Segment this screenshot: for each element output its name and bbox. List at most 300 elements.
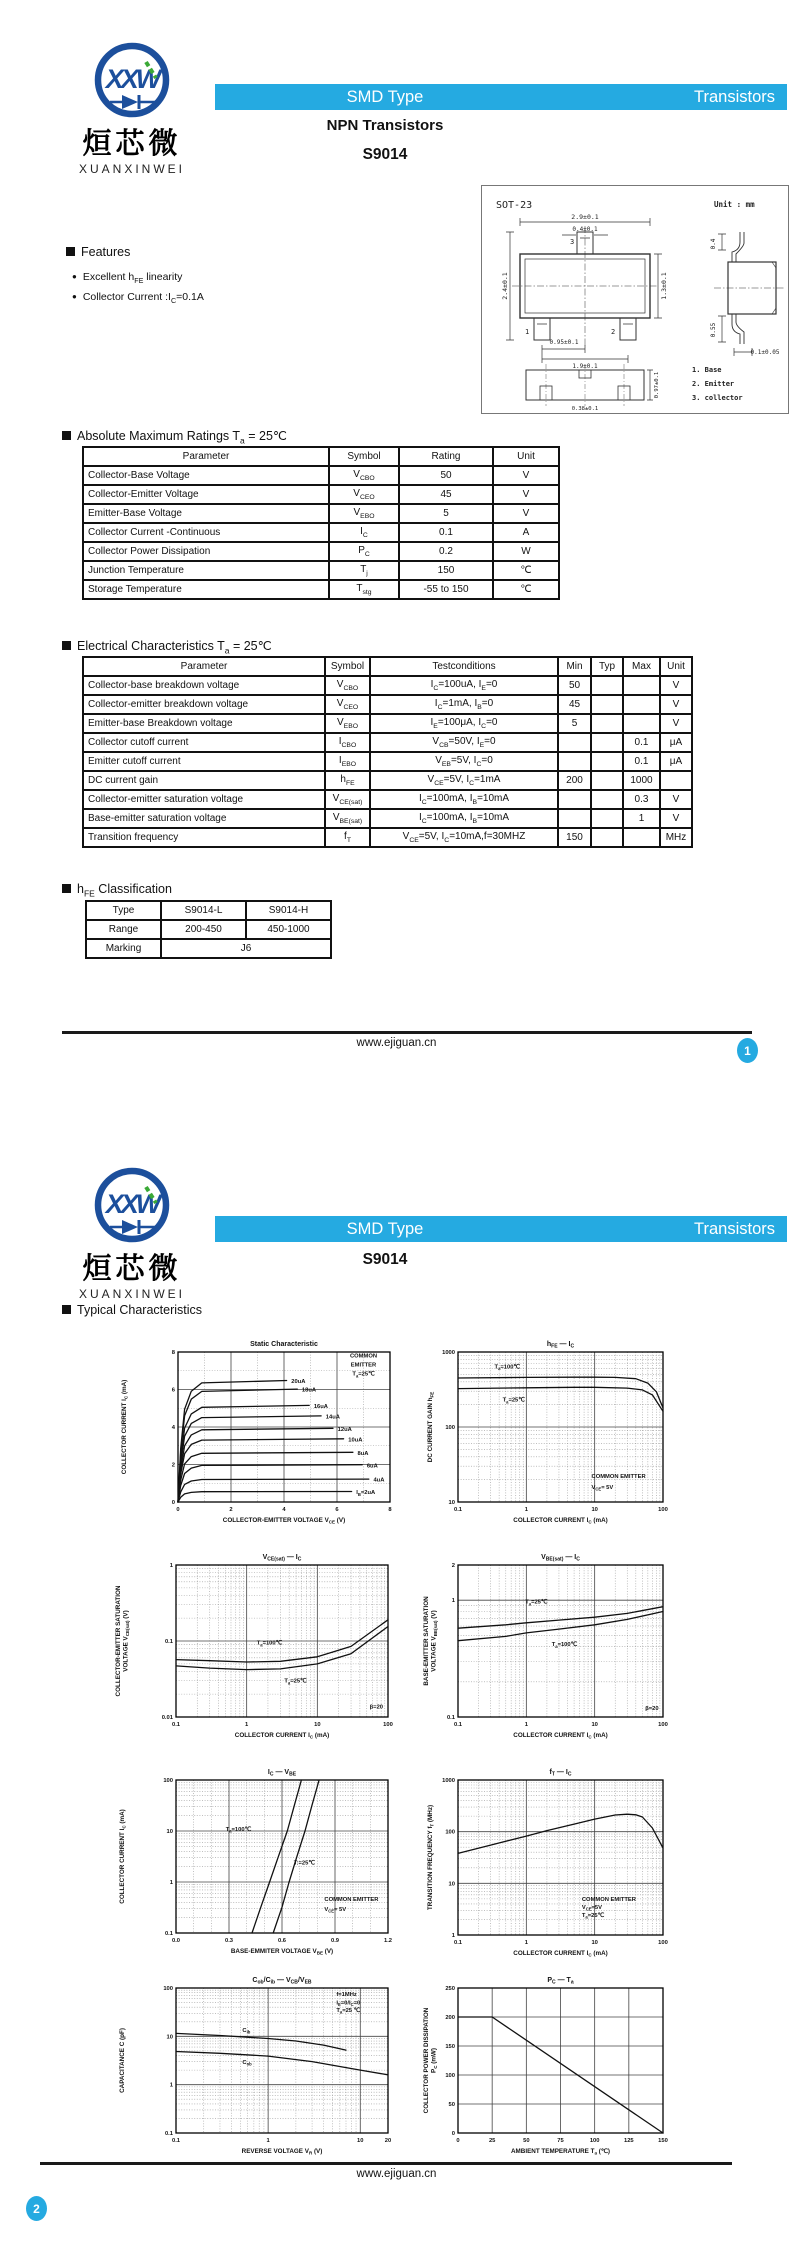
- svg-text:14uA: 14uA: [325, 1414, 340, 1421]
- square-bullet-icon: [62, 431, 71, 440]
- svg-text:VOLTAGE VBE(sat) (V): VOLTAGE $V_{BE(sat)}$ (V): [430, 1610, 439, 1672]
- svg-text:20: 20: [384, 2138, 392, 2144]
- table-cell: V: [660, 790, 692, 809]
- svg-text:10: 10: [166, 1829, 173, 1835]
- brand-logo: [62, 1163, 202, 1301]
- svg-text:125: 125: [623, 2138, 634, 2144]
- table-cell: A: [493, 523, 559, 542]
- table-cell: $V_{CE}=5V$, $I_C=10mA,f=30MHZ$: [370, 828, 558, 847]
- svg-text:6: 6: [335, 1507, 339, 1513]
- pin-3-label: 3: [570, 238, 575, 246]
- series-line: [458, 1607, 663, 1629]
- svg-text:18uA: 18uA: [301, 1387, 317, 1394]
- table-cell: [558, 790, 591, 809]
- svg-text:Ta=25℃: $T_a=25℃$: [525, 1599, 548, 1607]
- footer-url[interactable]: www.ejiguan.cn: [356, 1037, 437, 1049]
- svg-text:0: 0: [451, 2131, 455, 2137]
- package-drawing-svg: [482, 186, 788, 413]
- svg-text:10: 10: [357, 2138, 364, 2144]
- table-cell: Collector cutoff current: [83, 733, 325, 752]
- svg-text:100: 100: [163, 1778, 173, 1784]
- abs-max-title: Absolute Maximum Ratings $T_a$ = 25℃: [62, 428, 287, 446]
- dim-pin-w: 0.4±0.1: [572, 226, 598, 233]
- chart-vbesat_ic: [420, 1547, 730, 1757]
- table-cell: $V_{CBO}$: [329, 466, 399, 485]
- svg-text:TRANSITION FREQUENCY fT (M: TRANSITION FREQUENCY $f_T$ (MHz): [427, 1804, 435, 1911]
- chart-cap_vr: [110, 1970, 420, 2180]
- table-cell: MHz: [660, 828, 692, 847]
- svg-text:AMBIENT TEMPERATURE Ta (℃): AMBIENT TEMPERATURE $T_a$ (℃): [510, 2148, 611, 2156]
- svg-text:100: 100: [589, 2138, 600, 2144]
- brand-logo-icon: [62, 1163, 202, 1247]
- svg-text:0: 0: [171, 1500, 175, 1506]
- dim-pitch: 0.95±0.1: [549, 339, 579, 346]
- table-header-cell: Testconditions: [370, 657, 558, 676]
- svg-text:250: 250: [445, 1986, 455, 1992]
- svg-text:10: 10: [591, 1507, 598, 1513]
- svg-text:Ta=25℃: $T_a=25℃$: [284, 1678, 307, 1686]
- table-cell: $V_{CE(sat)}$: [325, 790, 370, 809]
- table-cell: Collector-emitter breakdown voltage: [83, 695, 325, 714]
- svg-text:COMMON: COMMON: [349, 1353, 378, 1360]
- series-line: [178, 1381, 287, 1503]
- svg-text:COMMON EMITTER: COMMON EMITTER: [324, 1897, 379, 1904]
- footer-url[interactable]: www.ejiguan.cn: [356, 2168, 437, 2180]
- table-cell: [591, 809, 623, 828]
- svg-text:4uA: 4uA: [373, 1477, 385, 1484]
- svg-text:Ta=100℃: $T_a=100℃$: [494, 1364, 520, 1372]
- svg-text:10: 10: [591, 1940, 598, 1946]
- table-header-cell: Parameter: [83, 657, 325, 676]
- table-header-cell: Symbol: [325, 657, 370, 676]
- table-header-cell: Unit: [660, 657, 692, 676]
- table-cell: $h_{FE}$: [325, 771, 370, 790]
- data-table: [82, 656, 693, 848]
- footer-rule: [62, 1031, 752, 1034]
- table-cell: 45: [399, 485, 493, 504]
- svg-text:COLLECTOR CURRENT IC (mA): COLLECTOR CURRENT $I_C$ (mA): [119, 1809, 127, 1904]
- svg-text:1: 1: [169, 1880, 173, 1886]
- square-bullet-icon: [62, 884, 71, 893]
- table-cell: [591, 828, 623, 847]
- svg-text:0.1: 0.1: [164, 2131, 173, 2137]
- header-transistors: Transistors: [694, 1220, 775, 1238]
- part-number: S9014: [362, 1251, 408, 1268]
- table-header-cell: Symbol: [329, 447, 399, 466]
- svg-text:6uA: 6uA: [366, 1463, 378, 1470]
- svg-text:COLLECTOR POWER DISSIPATION: COLLECTOR POWER DISSIPATION: [423, 2007, 430, 2114]
- svg-text:2: 2: [229, 1507, 233, 1513]
- table-cell: 1: [623, 809, 660, 828]
- svg-text:Ta=100℃: $T_a=100℃$: [256, 1640, 283, 1648]
- table-cell: $V_{CEO}$: [325, 695, 370, 714]
- svg-text:10: 10: [314, 1722, 321, 1728]
- table-cell: Marking: [86, 939, 161, 958]
- table-cell: μA: [660, 733, 692, 752]
- table-cell: $I_{EBO}$: [325, 752, 370, 771]
- svg-text:IB=2uA: $I_B=2uA$: [356, 1490, 376, 1497]
- dim-body-w: 2.9±0.1: [571, 213, 599, 221]
- svg-text:75: 75: [557, 2138, 564, 2144]
- svg-text:Ta=25℃: $T_a=25℃$: [581, 1912, 605, 1920]
- dim-lead-t: 0.1±0.05: [750, 349, 780, 356]
- chart-ic_vbe: [110, 1762, 420, 1972]
- dot-bullet-icon: ●: [72, 292, 77, 301]
- table-cell: S9014-H: [246, 901, 331, 920]
- data-table: [85, 900, 332, 959]
- svg-text:1: 1: [169, 1563, 173, 1569]
- table-cell: 0.1: [623, 733, 660, 752]
- series-line: [176, 1627, 388, 1670]
- svg-text:8: 8: [388, 1507, 392, 1513]
- feature-item: ● Collector Current $:I_C=0.1A$: [72, 291, 204, 306]
- table-cell: $V_{CE}=5V$, $I_C=1mA$: [370, 771, 558, 790]
- brand-name-en: XUANXINWEI: [78, 1287, 185, 1301]
- table-cell: W: [493, 542, 559, 561]
- svg-text:1: 1: [169, 2082, 173, 2089]
- svg-text:0: 0: [176, 1507, 180, 1513]
- table-cell: Collector-emitter saturation voltage: [83, 790, 325, 809]
- series-line: [178, 1492, 352, 1503]
- table-cell: $I_C=100mA$, $I_B=10mA$: [370, 790, 558, 809]
- svg-text:COLLECTOR-EMITTER VOLTAGE VC: COLLECTOR-EMITTER VOLTAGE $V_{CE}$ (V): [222, 1517, 346, 1525]
- svg-text:150: 150: [658, 2138, 668, 2144]
- table-cell: $V_{EBO}$: [325, 714, 370, 733]
- svg-text:10: 10: [591, 1722, 598, 1728]
- table-cell: 0.1: [399, 523, 493, 542]
- series-line: [458, 1387, 663, 1411]
- svg-text:100: 100: [163, 1986, 173, 1992]
- table-cell: V: [493, 504, 559, 523]
- doc-subtitle: NPN Transistors: [326, 117, 444, 134]
- table-cell: 0.3: [623, 790, 660, 809]
- svg-text:10: 10: [166, 2034, 173, 2041]
- svg-text:100: 100: [445, 2073, 455, 2079]
- table-cell: [623, 695, 660, 714]
- table-cell: Collector-Base Voltage: [83, 466, 329, 485]
- table-cell: $T_{stg}$: [329, 580, 399, 599]
- dim-body-h: 2.4±0.1: [501, 272, 509, 300]
- dim-inner-h: 1.3±0.1: [660, 272, 668, 300]
- chart-pc_ta: [420, 1970, 730, 2180]
- svg-text:f=1MHz: f=1MHz: [336, 1992, 357, 1999]
- table-cell: 150: [399, 561, 493, 580]
- chart-hfe_ic: [420, 1332, 730, 1542]
- svg-text:VCE(sat) — IC: $V_{CE(sat)}$ — $I_C$: [262, 1554, 302, 1563]
- typical-characteristics-title: Typical Characteristics: [62, 1303, 202, 1317]
- header-bar: [215, 84, 787, 110]
- pin-2-label: 2: [611, 328, 616, 336]
- table-cell: 50: [558, 676, 591, 695]
- page-number-badge: 2: [26, 2196, 47, 2221]
- svg-text:0.1: 0.1: [171, 2138, 181, 2144]
- svg-text:100: 100: [445, 1829, 455, 1836]
- table-cell: $V_{BE(sat)}$: [325, 809, 370, 828]
- svg-text:Ta=100℃: $T_a=100℃$: [551, 1642, 578, 1649]
- svg-text:1: 1: [451, 1933, 455, 1939]
- dim-lead-top: 0.4: [710, 238, 717, 250]
- svg-text:0.1: 0.1: [164, 1931, 173, 1937]
- feature-item: ● Excellent $h_{FE}$ linearity: [72, 271, 183, 286]
- table-cell: V: [660, 714, 692, 733]
- table-cell: 5: [399, 504, 493, 523]
- legend-base: 1. Base: [692, 366, 722, 374]
- table-cell: [591, 714, 623, 733]
- svg-text:8: 8: [171, 1350, 175, 1356]
- page-number-badge: 1: [737, 1038, 758, 1063]
- svg-text:10uA: 10uA: [348, 1437, 363, 1444]
- table-cell: V: [493, 485, 559, 504]
- svg-text:0.0: 0.0: [171, 1938, 181, 1944]
- svg-text:CAPACITANCE C (pF): CAPACITANCE C (pF): [119, 2028, 126, 2093]
- svg-text:0.1: 0.1: [164, 1639, 173, 1645]
- svg-text:COLLECTOR CURRENT IC (mA): COLLECTOR CURRENT $I_C$ (mA): [121, 1379, 129, 1475]
- table-cell: ℃: [493, 561, 559, 580]
- svg-text:XXW: XXW: [105, 1189, 159, 1219]
- table-cell: Emitter-base Breakdown voltage: [83, 714, 325, 733]
- table-cell: Base-emitter saturation voltage: [83, 809, 325, 828]
- table-cell: $V_{CBO}$: [325, 676, 370, 695]
- svg-text:Ta=25 ℃: $T_a=25$ ℃: [336, 2007, 361, 2015]
- series-line: [178, 1439, 344, 1502]
- table-cell: [558, 752, 591, 771]
- svg-text:4: 4: [171, 1425, 175, 1431]
- svg-text:COMMON EMITTER: COMMON EMITTER: [581, 1896, 636, 1903]
- table-cell: [623, 676, 660, 695]
- dim-pad: 0.38±0.1: [571, 406, 599, 412]
- svg-text:VCE= 5V: $V_{CE}= 5V$: [324, 1907, 347, 1914]
- table-cell: Emitter-Base Voltage: [83, 504, 329, 523]
- table-cell: [558, 809, 591, 828]
- svg-text:COMMON EMITTER: COMMON EMITTER: [591, 1473, 646, 1480]
- svg-text:10: 10: [448, 1881, 455, 1888]
- svg-text:IE=0/IC=0: $I_E=0/I_C=0$: [336, 2000, 361, 2007]
- series-line: [252, 1780, 301, 1933]
- table-cell: Range: [86, 920, 161, 939]
- svg-text:16uA: 16uA: [313, 1404, 329, 1410]
- table-cell: $I_C=1mA$, $I_B=0$: [370, 695, 558, 714]
- legend-emitter: 2. Emitter: [692, 380, 735, 388]
- table-cell: [591, 771, 623, 790]
- svg-text:COLLECTOR CURRENT IC (mA): COLLECTOR CURRENT $I_C$ (mA): [513, 1517, 608, 1525]
- svg-text:12uA: 12uA: [337, 1426, 352, 1433]
- svg-text:100: 100: [658, 1507, 668, 1513]
- table-cell: V: [660, 676, 692, 695]
- svg-text:0.3: 0.3: [224, 1938, 234, 1944]
- svg-text:2: 2: [171, 1462, 175, 1469]
- svg-text:hFE — IC: $h_{FE}$ — $I_C$: [546, 1341, 575, 1350]
- table-cell: $V_{EB}=5V$, $I_C=0$: [370, 752, 558, 771]
- table-cell: $I_C=100uA$, $I_E=0$: [370, 676, 558, 695]
- svg-text:1: 1: [266, 2138, 270, 2144]
- brand-logo-icon: [62, 38, 202, 122]
- svg-text:4: 4: [282, 1507, 286, 1513]
- table-cell: 0.1: [623, 752, 660, 771]
- table-cell: Collector-base breakdown voltage: [83, 676, 325, 695]
- table-cell: [623, 714, 660, 733]
- table-cell: [591, 695, 623, 714]
- svg-text:DC CURRENT GAIN hFE: DC CURRENT GAIN $h_{FE}$: [427, 1391, 435, 1463]
- svg-text:REVERSE VOLTAGE VR (V): REVERSE VOLTAGE $V_R$ (V): [241, 2148, 323, 2156]
- svg-text:0.1: 0.1: [446, 1715, 455, 1721]
- svg-text:0.9: 0.9: [330, 1938, 340, 1944]
- table-cell: V: [660, 695, 692, 714]
- table-cell: [591, 676, 623, 695]
- table-cell: S9014-L: [161, 901, 246, 920]
- svg-text:COLLECTOR CURRENT IC (mA): COLLECTOR CURRENT $I_C$ (mA): [513, 1732, 608, 1740]
- table-cell: $I_{CBO}$: [325, 733, 370, 752]
- dim-lead-h: 0.55: [710, 322, 717, 338]
- square-bullet-icon: [62, 1305, 71, 1314]
- table-cell: $V_{CEO}$: [329, 485, 399, 504]
- svg-text:VOLTAGE VCE(sat) (V): VOLTAGE $V_{CE(sat)}$ (V): [122, 1610, 131, 1672]
- table-header-cell: Parameter: [83, 447, 329, 466]
- brand-logo: [62, 38, 202, 176]
- table-cell: Junction Temperature: [83, 561, 329, 580]
- table-cell: Collector Power Dissipation: [83, 542, 329, 561]
- svg-text:VCE= 5V: $V_{CE}= 5V$: [591, 1484, 614, 1492]
- svg-text:β=20: β=20: [369, 1704, 384, 1711]
- table-cell: V: [493, 466, 559, 485]
- dim-span: 1.9±0.1: [572, 363, 598, 370]
- elec-table: [82, 656, 693, 848]
- svg-text:100: 100: [658, 1940, 668, 1946]
- table-cell: Collector-Emitter Voltage: [83, 485, 329, 504]
- svg-text:1: 1: [245, 1722, 249, 1728]
- table-cell: Transition frequency: [83, 828, 325, 847]
- brand-name-en: XUANXINWEI: [78, 162, 185, 176]
- brand-name-cn: 烜芯微: [82, 128, 182, 160]
- svg-text:50: 50: [523, 2138, 530, 2144]
- header-bar: [215, 1216, 787, 1242]
- svg-text:Ta=25℃: $T_a=25℃$: [502, 1397, 525, 1405]
- series-line: [273, 1780, 319, 1933]
- svg-text:10: 10: [448, 1500, 455, 1506]
- svg-text:Cib: $C_{ib}$: [242, 2028, 251, 2035]
- pin-1-label: 1: [525, 328, 530, 336]
- table-cell: $I_C=100mA$, $I_B=10mA$: [370, 809, 558, 828]
- svg-text:Cob/Cib — VCB/VEB: $C_{ob}/C_{ib}$ — $V_{CB}/V_{EB}$: [252, 1977, 312, 1986]
- hfe-class-table: [85, 900, 332, 959]
- svg-text:1: 1: [524, 1722, 528, 1728]
- svg-text:0.1: 0.1: [453, 1940, 463, 1946]
- chart-ft_ic: [420, 1762, 730, 1972]
- table-cell: $P_C$: [329, 542, 399, 561]
- table-cell: μA: [660, 752, 692, 771]
- table-cell: 200-450: [161, 920, 246, 939]
- svg-text:1: 1: [524, 1940, 528, 1946]
- table-cell: 0.2: [399, 542, 493, 561]
- svg-text:0.1: 0.1: [453, 1507, 463, 1513]
- features-title: Features: [66, 245, 130, 259]
- package-drawing: [481, 185, 789, 414]
- table-cell: $f_T$: [325, 828, 370, 847]
- svg-text:COLLECTOR-EMITTER SATURATION: COLLECTOR-EMITTER SATURATION: [115, 1585, 122, 1697]
- table-cell: Emitter cutoff current: [83, 752, 325, 771]
- svg-text:EMITTER: EMITTER: [350, 1362, 377, 1369]
- svg-text:fT — IC: $f_T$ — $I_C$: [549, 1769, 572, 1778]
- legend-collector: 3. collector: [692, 394, 743, 402]
- table-cell: -55 to 150: [399, 580, 493, 599]
- table-cell: 450-1000: [246, 920, 331, 939]
- table-cell: [623, 828, 660, 847]
- table-cell: 50: [399, 466, 493, 485]
- table-cell: 45: [558, 695, 591, 714]
- table-cell: [591, 733, 623, 752]
- svg-text:1: 1: [451, 1598, 455, 1605]
- svg-text:8uA: 8uA: [357, 1450, 369, 1457]
- dim-bottom-h: 0.97±0.1: [654, 371, 660, 399]
- series-line: [176, 2033, 346, 2050]
- svg-text:T:=25℃: T:=25℃: [293, 1860, 315, 1867]
- table-cell: 150: [558, 828, 591, 847]
- table-cell: $T_j$: [329, 561, 399, 580]
- table-cell: $V_{EBO}$: [329, 504, 399, 523]
- svg-text:0.01: 0.01: [161, 1715, 173, 1721]
- svg-text:XXW: XXW: [105, 64, 159, 94]
- package-name: SOT-23: [496, 200, 533, 211]
- table-cell: 1000: [623, 771, 660, 790]
- svg-text:2: 2: [451, 1563, 455, 1569]
- svg-text:Cob: $C_{ob}$: [242, 2059, 252, 2067]
- table-cell: J6: [161, 939, 331, 958]
- table-cell: [591, 790, 623, 809]
- dot-bullet-icon: ●: [72, 272, 77, 281]
- table-cell: [660, 771, 692, 790]
- svg-text:0.1: 0.1: [453, 1722, 463, 1728]
- square-bullet-icon: [66, 247, 75, 256]
- part-number: S9014: [362, 146, 408, 163]
- header-transistors: Transistors: [694, 88, 775, 106]
- svg-text:150: 150: [445, 2044, 455, 2050]
- svg-text:Ta=25℃: $T_a=25℃$: [352, 1371, 375, 1379]
- table-header-cell: Unit: [493, 447, 559, 466]
- table-header-cell: Max: [623, 657, 660, 676]
- table-header-cell: Typ: [591, 657, 623, 676]
- chart-vcesat_ic: [110, 1547, 420, 1757]
- svg-text:PC — Ta: $P_C$ — $T_a$: [547, 1977, 574, 1986]
- svg-text:100: 100: [658, 1722, 668, 1728]
- series-line: [178, 1479, 369, 1502]
- hfe-class-title: $h_{FE}$ Classification: [62, 882, 172, 899]
- table-cell: $V_{CB}=50V$, $I_E=0$: [370, 733, 558, 752]
- table-cell: V: [660, 809, 692, 828]
- table-cell: Storage Temperature: [83, 580, 329, 599]
- svg-text:BASE-EMMITER VOLTAGE VBE (: BASE-EMMITER VOLTAGE $V_{BE}$ (V): [230, 1948, 334, 1956]
- table-header-cell: Min: [558, 657, 591, 676]
- svg-text:Ta=100℃: $T_a=100℃$: [225, 1826, 252, 1834]
- svg-text:1: 1: [524, 1507, 528, 1513]
- svg-text:PC (mW): $P_C$ (mW): [430, 2048, 439, 2073]
- svg-text:25: 25: [488, 2138, 496, 2144]
- table-cell: Collector Current -Continuous: [83, 523, 329, 542]
- footer-rule: [40, 2162, 732, 2165]
- svg-text:COLLECTOR CURRENT IC (mA): COLLECTOR CURRENT $I_C$ (mA): [513, 1950, 608, 1958]
- table-cell: [591, 752, 623, 771]
- svg-text:20uA: 20uA: [291, 1379, 306, 1386]
- table-cell: DC current gain: [83, 771, 325, 790]
- svg-text:1.2: 1.2: [383, 1938, 393, 1944]
- data-table: [82, 446, 560, 600]
- table-cell: $I_E=100\mu A$, $I_C=0$: [370, 714, 558, 733]
- table-cell: 200: [558, 771, 591, 790]
- svg-text:β=20: β=20: [645, 1705, 659, 1712]
- svg-text:VBE(sat) — IC: $V_{BE(sat)}$ — $I_C$: [541, 1554, 580, 1563]
- table-header-cell: Rating: [399, 447, 493, 466]
- svg-text:200: 200: [445, 2015, 455, 2021]
- svg-text:1000: 1000: [442, 1778, 455, 1784]
- svg-text:0.1: 0.1: [171, 1722, 181, 1728]
